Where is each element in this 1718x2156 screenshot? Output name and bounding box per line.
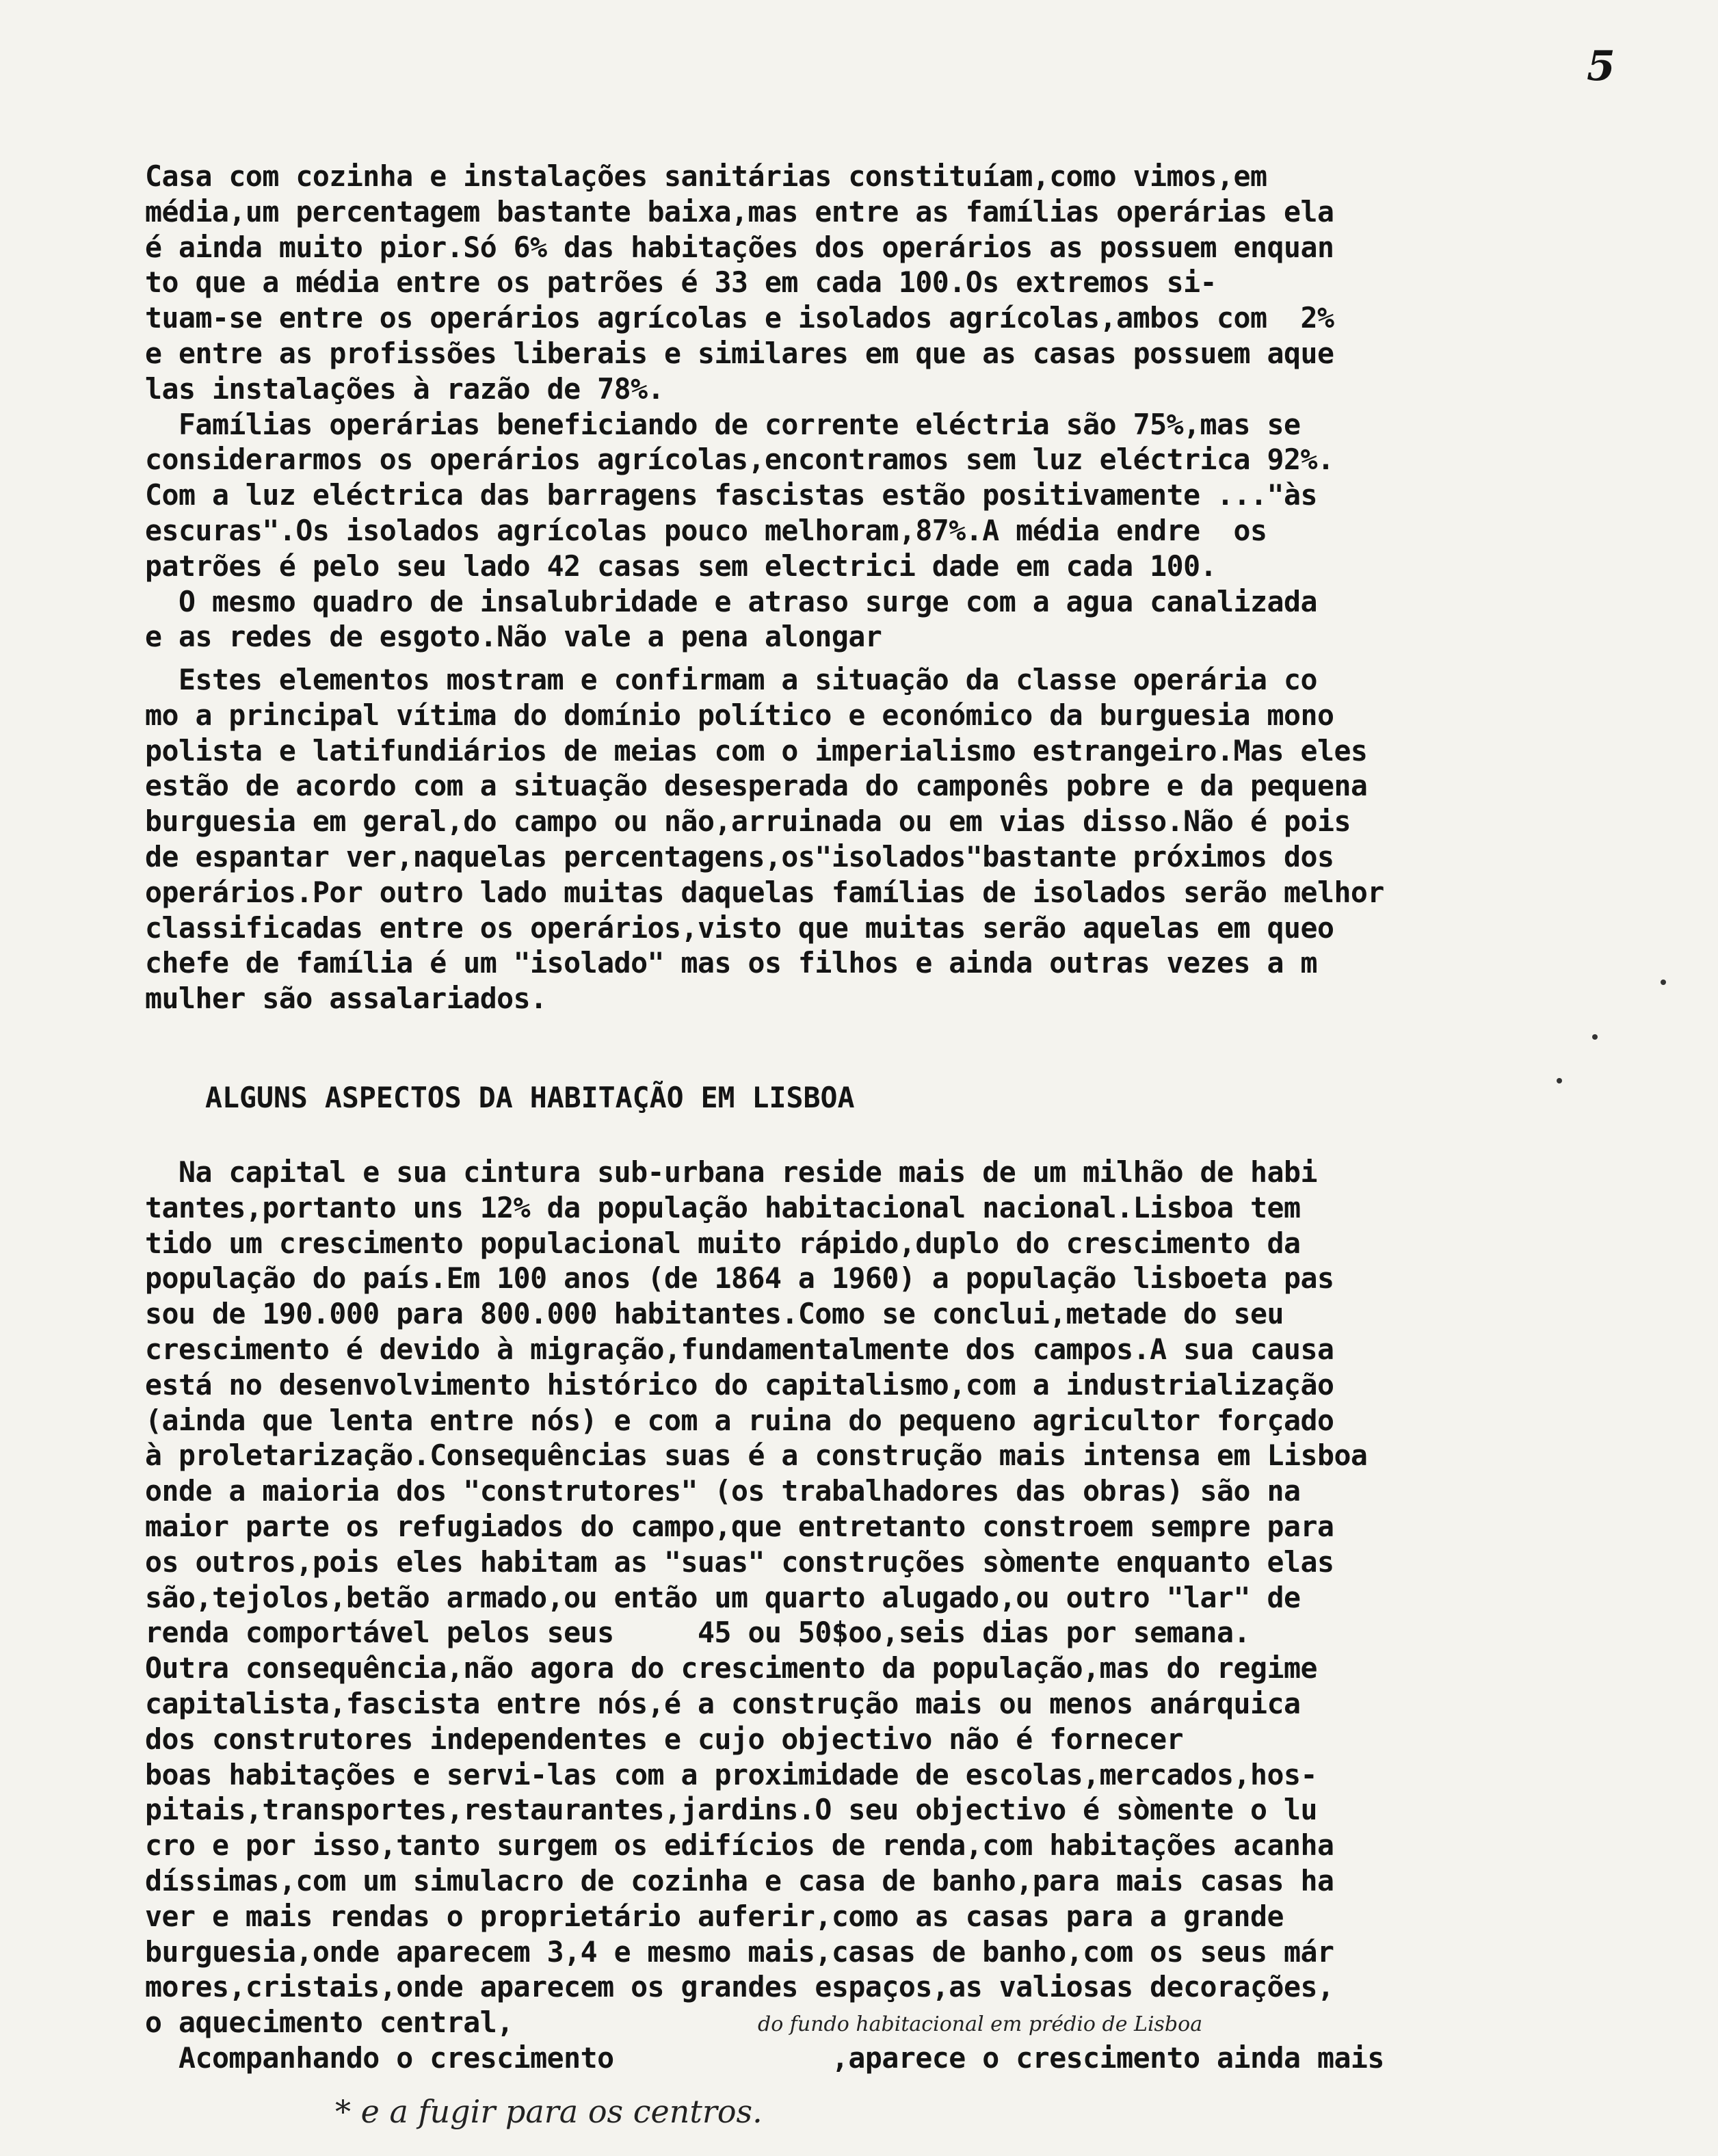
text-line: Outra consequência,não agora do crescimento da população,mas do regime	[145, 1651, 1317, 1685]
text-line: capitalista,fascista entre nós,é a construção mais ou menos anárquica	[145, 1686, 1301, 1720]
text-line: escuras".Os isolados agrícolas pouco melhoram,87%.A média endre os	[145, 513, 1267, 547]
text-line: à proletarização.Consequências suas é a construção mais intensa em Lisboa	[145, 1438, 1368, 1473]
text-line: dos construtores independentes e cujo objectivo não é fornecer	[145, 1722, 1184, 1756]
text-line: mo a principal vítima do domínio político e económico da burguesia mono	[145, 698, 1334, 732]
section-heading: ALGUNS ASPECTOS DA HABITAÇÃO EM LISBOA	[205, 1081, 855, 1114]
text-line: está no desenvolvimento histórico do capitalismo,com a industrialização	[145, 1367, 1334, 1402]
text-line: to que a média entre os patrões é 33 em cada 100.Os extremos si-	[145, 265, 1217, 300]
text-line: O mesmo quadro de insalubridade e atraso surge com a agua canalizada	[145, 584, 1317, 618]
text-line: mores,cristais,onde aparecem os grandes espaços,as valiosas decorações,	[145, 1970, 1334, 2004]
text-line: boas habitações e servi-las com a proximidade de escolas,mercados,hos-	[145, 1757, 1317, 1791]
text-line: (ainda que lenta entre nós) e com a ruina do pequeno agricultor forçado	[145, 1403, 1334, 1437]
text-line: maior parte os refugiados do campo,que entretanto constroem sempre para	[145, 1509, 1334, 1543]
ink-speck	[1592, 1034, 1598, 1040]
text-line: tuam-se entre os operários agrícolas e isolados agrícolas,ambos com 2%	[145, 301, 1334, 335]
text-line: patrões é pelo seu lado 42 casas sem electrici dade em cada 100.	[145, 549, 1217, 583]
text-line: crescimento é devido à migração,fundamentalmente dos campos.A sua causa	[145, 1332, 1334, 1366]
text-line: operários.Por outro lado muitas daquelas famílias de isolados serão melhor	[145, 875, 1384, 909]
text-line: Na capital e sua cintura sub-urbana reside mais de um milhão de habi	[145, 1155, 1317, 1189]
text-line: díssimas,com um simulacro de cozinha e casa de banho,para mais casas ha	[145, 1863, 1334, 1897]
text-line: população do país.Em 100 anos (de 1864 a 1960) a população lisboeta pas	[145, 1261, 1334, 1296]
text-line: renda comportável pelos seus 45 ou 50$oo,seis dias por semana.	[145, 1616, 1251, 1650]
text-line: burguesia,onde aparecem 3,4 e mesmo mais,casas de banho,com os seus már	[145, 1934, 1334, 1969]
text-line: polista e latifundiários de meias com o imperialismo estrangeiro.Mas eles	[145, 733, 1368, 767]
text-line: chefe de família é um "isolado" mas os filhos e ainda outras vezes a m	[145, 946, 1317, 980]
text-line: Famílias operárias beneficiando de corrente eléctria são 75%,mas se	[145, 407, 1301, 441]
paragraph-lisbon-housing	[145, 1155, 1643, 2076]
paragraph-working-class	[145, 662, 1643, 1016]
text-line: média,um percentagem bastante baixa,mas entre as famílias operárias ela	[145, 194, 1334, 228]
text-line: e as redes de esgoto.Não vale a pena alongar	[145, 620, 882, 654]
text-line: Com a luz eléctrica das barragens fascistas estão positivamente ..."às	[145, 478, 1317, 512]
text-line: ver e mais rendas o proprietário auferir,como as casas para a grande	[145, 1899, 1284, 1933]
text-line: considerarmos os operários agrícolas,encontramos sem luz eléctrica 92%.	[145, 443, 1334, 477]
text-line: onde a maioria dos "construtores" (os trabalhadores das obras) são na	[145, 1474, 1301, 1508]
text-line: os outros,pois eles habitam as "suas" construções sòmente enquanto elas	[145, 1544, 1334, 1579]
text-line: mulher são assalariados.	[145, 982, 547, 1016]
ink-speck	[1661, 980, 1666, 985]
handwritten-footnote: * e a fugir para os centros.	[335, 2093, 763, 2130]
text-line: é ainda muito pior.Só 6% das habitações dos operários as possuem enquan	[145, 230, 1334, 264]
text-line: e entre as profissões liberais e similares em que as casas possuem aque	[145, 336, 1334, 370]
text-line: o aquecimento central,	[145, 2006, 514, 2040]
text-line: burguesia em geral,do campo ou não,arruinada ou em vias disso.Não é pois	[145, 804, 1351, 839]
text-line: cro e por isso,tanto surgem os edifícios de renda,com habitações acanha	[145, 1828, 1334, 1863]
text-line: de espantar ver,naquelas percentagens,os"isolados"bastante próximos dos	[145, 839, 1334, 873]
page-number: 5	[1587, 42, 1615, 90]
paragraph-sanitation	[145, 159, 1643, 655]
ink-speck	[1557, 1078, 1562, 1083]
text-line: Casa com cozinha e instalações sanitárias constituíam,como vimos,em	[145, 159, 1267, 193]
handwritten-interline-note: do fundo habitacional em prédio de Lisboa	[758, 2012, 1203, 2036]
text-line: Estes elementos mostram e confirmam a situação da classe operária co	[145, 663, 1317, 696]
text-line: las instalações à razão de 78%.	[145, 371, 665, 406]
text-line: Acompanhando o crescimento ,aparece o crescimento ainda mais	[145, 2040, 1384, 2075]
text-line: tantes,portanto uns 12% da população habitacional nacional.Lisboa tem	[145, 1190, 1301, 1224]
text-line: são,tejolos,betão armado,ou então um quarto alugado,ou outro "lar" de	[145, 1580, 1301, 1614]
text-line: sou de 190.000 para 800.000 habitantes.Como se conclui,metade do seu	[145, 1297, 1284, 1331]
text-line: tido um crescimento populacional muito rápido,duplo do crescimento da	[145, 1226, 1301, 1260]
text-line: classificadas entre os operários,visto que muitas serão aquelas em queo	[145, 910, 1334, 945]
text-line: estão de acordo com a situação desesperada do camponês pobre e da pequena	[145, 769, 1368, 803]
text-line: pitais,transportes,restaurantes,jardins.O seu objectivo é sòmente o lu	[145, 1793, 1317, 1827]
